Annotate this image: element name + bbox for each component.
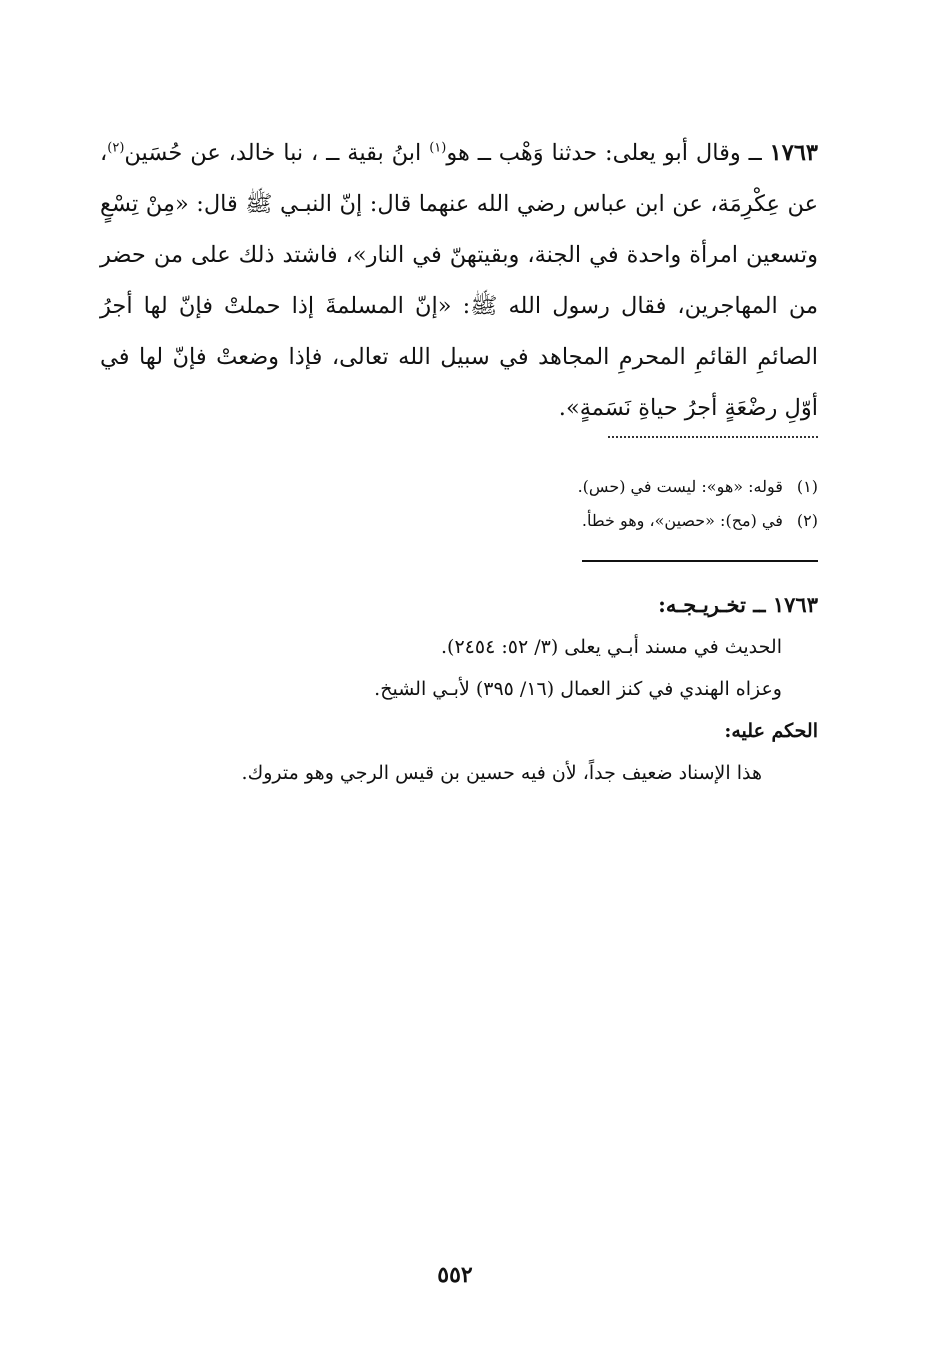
footnote-text: قوله: «هو»: ليست في (حس). — [577, 477, 783, 496]
footnote-number: (١) — [796, 477, 818, 496]
footnote-separator — [608, 436, 818, 440]
hadith-paragraph — [100, 128, 818, 434]
hadith-text-part-3: ، عن عِكْرِمَة، عن ابن عباس رضي الله عنهما قال: إنّ النبـي ﷺ قال: «مِنْ تِسْعٍ وتسعين امرأة واحدة في الجنة، وبقيتهنّ في النار»، فاشتد ذلك على من حضر من المهاجرين، فقال رسول الله ﷺ: «إنّ المسلمةَ إذا حملتْ فإنّ لها أجرُ الصائمِ القائمِ المحرمِ المجاهد في سبيل الله تعالى، فإذا وضعتْ فإنّ لها في أوّلِ رضْعَةٍ أجرُ حياةِ نَسَمةٍ». — [100, 140, 818, 421]
footnotes — [100, 470, 818, 538]
hadith-text-part-2: ابنُ بقية ــ ، نبا خالد، عن حُسَين — [124, 140, 422, 166]
section-divider — [582, 560, 818, 562]
footnote-item — [100, 470, 818, 504]
footnote-number: (٢) — [796, 511, 818, 530]
footnote-marker-2: (٢) — [107, 140, 125, 156]
footnote-item — [100, 504, 818, 538]
hukm-text: هذا الإسناد ضعيف جداً، لأن فيه حسين بن قيس الرجي وهو متروك. — [241, 762, 762, 784]
footnote-marker-1: (١) — [429, 140, 447, 156]
hadith-text-part-1: ــ وقال أبو يعلى: حدثنا وَهْب ــ هو — [446, 140, 762, 166]
hadith-number: ١٧٦٣ — [769, 140, 819, 166]
takhrij-line: وعزاه الهندي في كنز العمال (١٦/ ٣٩٥) لأبـي الشيخ. — [374, 678, 782, 700]
takhrij-heading: ١٧٦٣ ــ تخـريـجـه: — [658, 592, 818, 617]
hukm-heading: الحكم عليه: — [724, 720, 818, 742]
takhrij-line: الحديث في مسند أبـي يعلى (٣/ ٥٢: ٢٤٥٤). — [441, 636, 782, 658]
page-number: ٥٥٢ — [437, 1262, 473, 1288]
takhrij-section — [100, 584, 818, 794]
footnote-text: في (مح): «حصين»، وهو خطأ. — [581, 511, 783, 530]
